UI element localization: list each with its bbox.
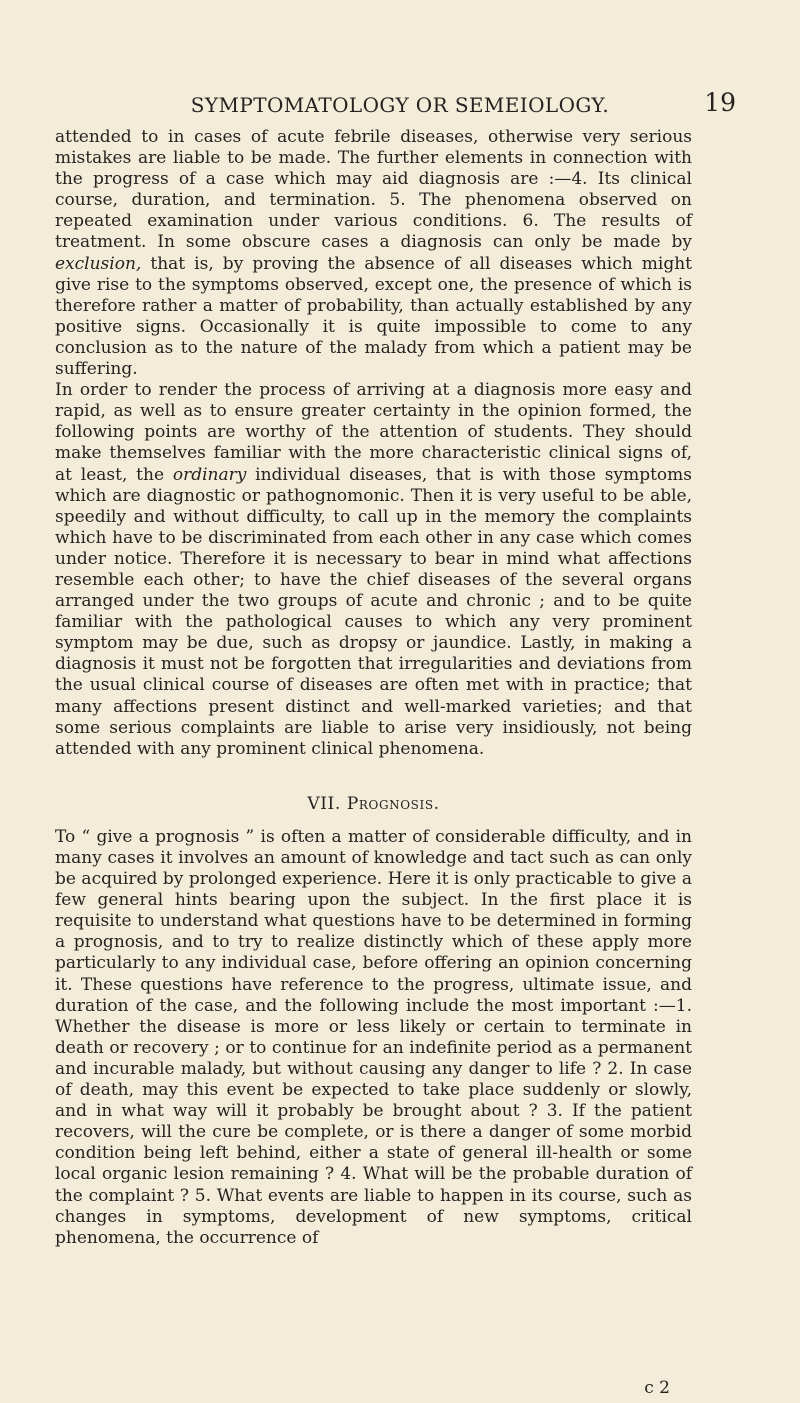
section-numeral: VII. <box>307 793 341 814</box>
running-title: SYMPTOMATOLOGY OR SEMEIOLOGY. <box>190 93 610 117</box>
paragraph-text: that is, by proving the absence of all diseases which might give rise to the symptoms observed, except one, the presence of which is therefore rather a matter of probability, than actually established by any positive signs. Occasionally it is quite impossible to come to any conclusion as to the nature of the malady from which a patient may be suffering. <box>55 253 692 380</box>
paragraph-diagnosis-advice <box>55 380 692 760</box>
page-number: 19 <box>704 88 736 117</box>
body-text <box>55 127 692 1249</box>
paragraph-prognosis: To “ give a prognosis ” is often a matter of considerable difficulty, and in many cases it involves an amount of knowledge and tact such as can only be acquired by prolonged experience. Here it is only practicable to give a few general hints bearing upon the subject. In the first place it is requisite to understand what questions have to be determined in forming a prognosis, and to try to realize distinctly which of these apply more particularly to any individual case, before offering an opinion concerning it. These questions have reference to the progress, ultimate issue, and duration of the case, and the following include the most important :—1. Whether the disease is more or less likely or certain to terminate in death or recovery ; or to continue for an indefinite period as a permanent and incurable malady, but without causing any danger to life ? 2. In case of death, may this event be expected to take place suddenly or slowly, and in what way will it probably be brought about ? 3. If the patient recovers, will the cure be complete, or is there a danger of some morbid condition being left behind, either a state of general ill-health or some local organic lesion remaining ? 4. What will be the probable duration of the complaint ? 5. What events are liable to happen in its course, such as changes in symptoms, development of new symptoms, critical phenomena, the occurrence of <box>55 826 692 1248</box>
paragraph-text: In order to render the process of arriving at a diagnosis more easy and rapid, as well as to ensure greater certainty in the opinion formed, the following points are worthy of the attention of students. They should make themselves familiar with the more characteristic clinical signs of, at least, the <box>55 380 692 485</box>
emphasis-ordinary: ordinary <box>172 464 247 485</box>
signature-mark: c 2 <box>644 1378 670 1398</box>
paragraph-diagnosis-elements <box>55 127 692 380</box>
paragraph-text: individual diseases, that is with those symptoms which are diagnostic or pathognomonic. Then it is very useful to be able, speedily and without difficulty, to call up in the memory the complaints which have to be discriminated from each other in any case which comes under notice. Therefore it is necessary to bear in mind what affections resemble each other; to have the chief diseases of the several organs arranged under the two groups of acute and chronic ; and to be quite familiar with the pathological causes to which any very prominent symptom may be due, such as dropsy or jaundice. Lastly, in making a diagnosis it must not be forgotten that irregularities and deviations from the usual clinical course of diseases are often met with in practice; that many affections present distinct and well-marked varieties; and that some serious complaints are liable to arise very insidiously, not being attended with any prominent clinical phenomena. <box>55 464 692 759</box>
section-title: Prognosis. <box>346 793 440 814</box>
emphasis-exclusion: exclusion, <box>55 253 142 274</box>
paragraph-text: attended to in cases of acute febrile diseases, otherwise very serious mistakes are liable to be made. The further elements in connection with the progress of a case which may aid diagnosis are :—4. Its clinical course, duration, and termination. 5. The phenomena observed on repeated examination under various conditions. 6. The results of treatment. In some obscure cases a diagnosis can only be made by <box>55 127 692 253</box>
section-heading-prognosis <box>55 794 692 815</box>
